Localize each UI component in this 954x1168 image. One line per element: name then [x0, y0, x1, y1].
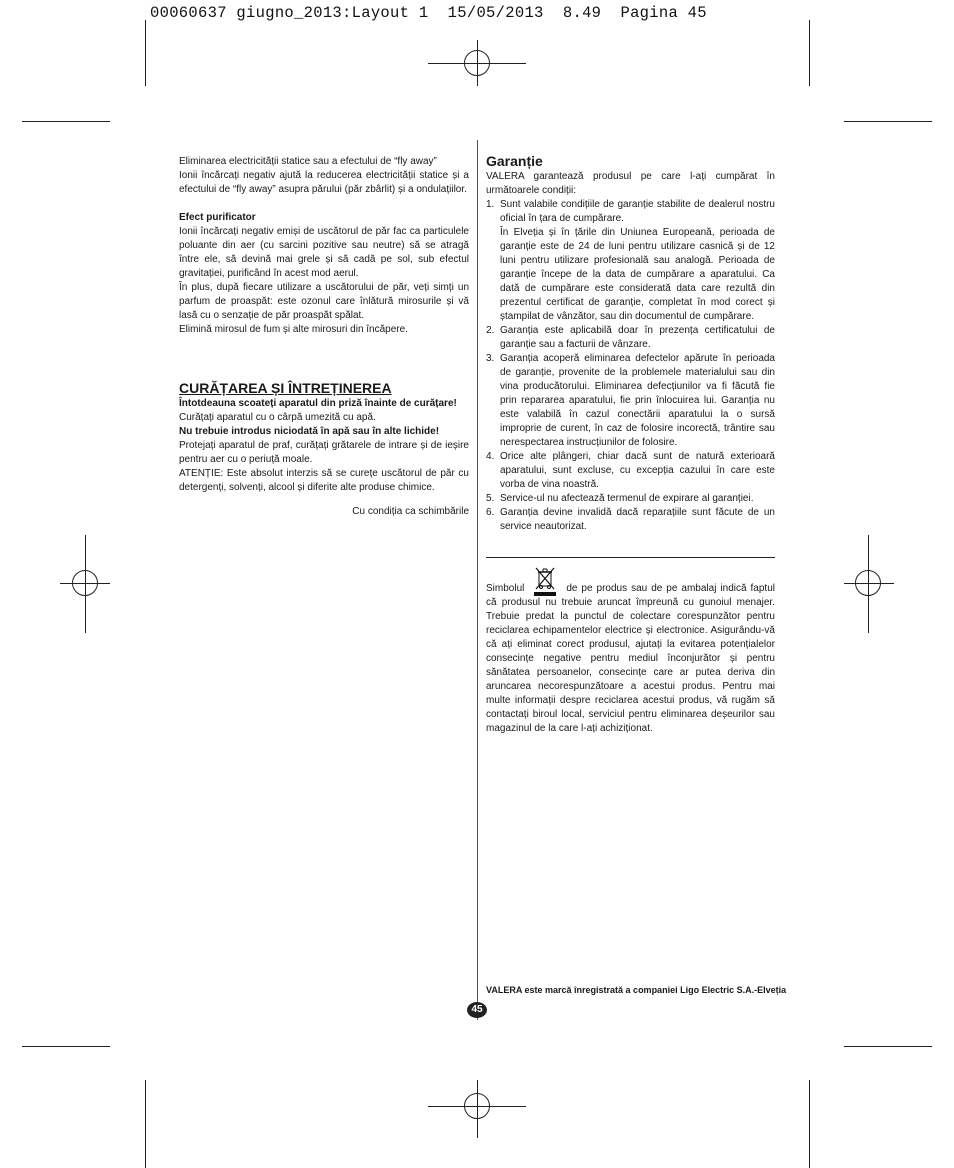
warranty-item-text: Garanția acoperă eliminarea defectelor apărute în perioada de garanție, provenite de la problemele materialului sau din vina producătorului. Eliminarea defecțiunilor va fi făcută fie prin repararea aparatului, fie prin înlocuirea lui. Garanția nu este valabilă în cazul conectării aparatului la o sursă improprie de curent, în caz de folosire incorectă, trântire sau nerespectarea instrucțiunilor de folosire. [500, 353, 775, 448]
warranty-item-text: Orice alte plângeri, chiar dacă sunt de natură exterioară aparatului, sunt excluse, cu excepția cazului în care este vorba de vina noastră. [500, 451, 775, 490]
cleaning-warning: Întotdeauna scoateți aparatul din priză înainte de curățare! [179, 398, 457, 409]
registration-mark-circle [464, 50, 490, 76]
cleaning-heading: CURĂȚAREA ȘI ÎNTREȚINEREA [179, 380, 392, 396]
warranty-list [486, 198, 775, 534]
warranty-item [486, 450, 775, 492]
warranty-item [486, 506, 775, 534]
registration-mark-circle [72, 570, 98, 596]
registration-mark-circle [855, 570, 881, 596]
warranty-item-extra: În Elveția și în țările din Uniunea Europeană, perioada de garanție este de 24 de luni pentru utilizare casnică și de 12 luni pentru utilizare profesională sau analogă. Perioada de garanție începe de la data de cumpărare a aparatului. Ca dată de cumpărare este considerată data care rezultă din prezentul certificat de garanție, completat în mod corect și ștampilat de vânzător, sau din documentul de cumpărare. [500, 227, 775, 322]
crop-mark [145, 20, 146, 86]
warranty-item-text: Garanția este aplicabilă doar în prezența certificatului de garanție sau a facturii de vânzare. [500, 325, 775, 350]
warranty-item-text: Garanția devine invalidă dacă reparațiile sunt făcute de un service neautorizat. [500, 507, 775, 532]
warranty-item [486, 324, 775, 352]
cleaning-paragraph: Curățați aparatul cu o cârpă umezită cu apă. [179, 412, 376, 423]
cleaning-paragraph: ATENȚIE: Este absolut interzis să se curețe uscătorul de păr cu detergenți, solvenți, alcool și diferite alte produse chimice. [179, 468, 469, 493]
warranty-item-text: Sunt valabile condițiile de garanție stabilite de dealerul nostru oficial în țara de cumpărare. [500, 199, 775, 224]
purifier-paragraph: În plus, după fiecare utilizare a uscătorului de păr, veți simți un parfum de proaspăt: este ozonul care înlătură mirosurile și vă lasă cu o senzație de păr proaspăt spălat. [179, 282, 469, 321]
cleaning-paragraph: Protejați aparatul de praf, curățați grătarele de intrare și de ieșire pentru aer cu o periuță moale. [179, 440, 469, 465]
weee-text-before: Simbolul [486, 583, 525, 594]
crop-mark [22, 1046, 110, 1047]
purifier-title: Efect purificator [179, 212, 256, 223]
column-divider [477, 140, 478, 1020]
warranty-item-number: 5. [486, 493, 495, 504]
warranty-item-number: 4. [486, 451, 495, 462]
static-text: Ionii încărcați negativ ajută la reducerea electricității statice și a efectului de “fly away” asupra părului (păr zbârlit) și a ondulațiilor. [179, 170, 469, 195]
purifier-paragraph: Ionii încărcați negativ emiși de uscătorul de păr fac ca particulele poluante din aer (cu sarcini pozitive sau neutre) să se atragă între ele, să devină mai grele și să cadă pe sol, sub efectul gravitației, purificând în acest mod aerul. [179, 226, 469, 279]
warranty-item [486, 198, 775, 324]
warranty-item-number: 3. [486, 353, 495, 364]
crop-mark [809, 1080, 810, 1168]
section-divider [486, 557, 775, 558]
warranty-item [486, 352, 775, 450]
right-column [486, 152, 775, 534]
cleaning-warning: Nu trebuie introdus niciodată în apă sau în alte lichide! [179, 426, 440, 437]
static-title: Eliminarea electricității statice sau a efectului de “fly away” [179, 156, 437, 167]
crop-mark [809, 20, 810, 86]
warranty-item-text: Service-ul nu afectează termenul de expirare al garanției. [500, 493, 754, 504]
warranty-heading: Garanție [486, 153, 543, 169]
crossed-out-wheelie-bin-icon [532, 566, 558, 596]
weee-notice [486, 566, 775, 736]
warranty-item [486, 492, 775, 506]
crop-mark [844, 1046, 932, 1047]
warranty-item-number: 6. [486, 507, 495, 518]
warranty-intro: VALERA garantează produsul pe care l-ați cumpărat în următoarele condiții: [486, 171, 775, 196]
crop-mark [22, 121, 110, 122]
page-number-badge: 45 [467, 1002, 487, 1018]
warranty-item-number: 1. [486, 199, 495, 210]
crop-mark [844, 121, 932, 122]
left-column [179, 155, 469, 519]
weee-text-after: de pe produs sau de pe ambalaj indică faptul că produsul nu trebuie aruncat împreună cu gunoiul menajer. Trebuie predat la punctul de colectare corespunzător pentru reciclarea echipamentelor electrice și electronice. Asigurându-vă că ați eliminat corect produsul, ajutați la evitarea potențialelor consecințe negative pentru mediul înconjurător și pentru sănătatea persoanelor, consecințe care ar putea deriva din aruncarea necorespunzătoare a acestui produs. Pentru mai multe informații despre reciclarea acestui produs, vă rugăm să contactați biroul local, serviciul pentru eliminarea deșeurilor sau magazinul de la care l-ați achiziționat. [486, 583, 775, 734]
print-slug: 00060637 giugno_2013:Layout 1 15/05/2013 8.49 Pagina 45 [150, 4, 707, 22]
warranty-item-number: 2. [486, 325, 495, 336]
registration-mark-circle [464, 1093, 490, 1119]
purifier-paragraph: Elimină mirosul de fum și alte mirosuri din încăpere. [179, 324, 408, 335]
crop-mark [145, 1080, 146, 1168]
changes-note: Cu condiția ca schimbările [352, 506, 469, 517]
trademark-note: VALERA este marcă înregistrată a companiei Ligo Electric S.A.-Elveția [486, 985, 787, 995]
